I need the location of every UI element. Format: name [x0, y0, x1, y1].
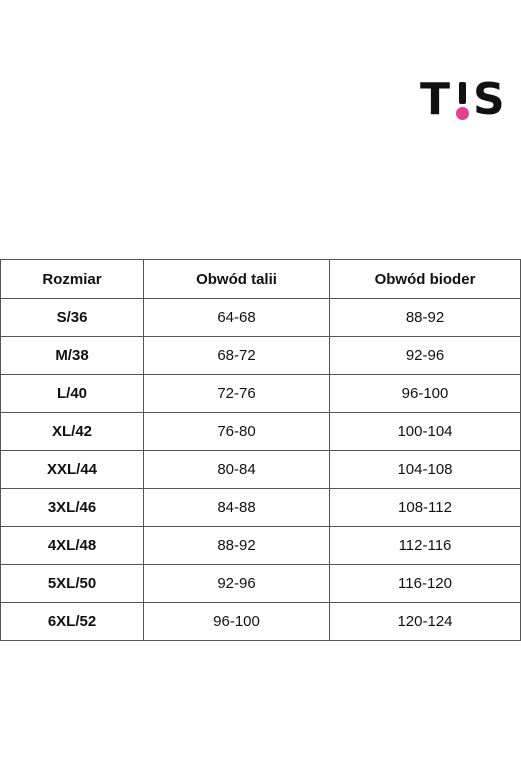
size-cell: L/40 [1, 375, 144, 413]
size-cell: 3XL/46 [1, 489, 144, 527]
logo-exclamation-bar [459, 82, 466, 104]
size-cell: XL/42 [1, 413, 144, 451]
hips-cell: 116-120 [330, 565, 521, 603]
hips-cell: 120-124 [330, 603, 521, 641]
table-row [1, 565, 521, 603]
size-table [0, 259, 521, 641]
hips-cell: 108-112 [330, 489, 521, 527]
header-size: Rozmiar [1, 260, 144, 299]
brand-logo [420, 74, 506, 124]
waist-cell: 68-72 [144, 337, 330, 375]
size-cell: M/38 [1, 337, 144, 375]
waist-cell: 92-96 [144, 565, 330, 603]
waist-cell: 80-84 [144, 451, 330, 489]
table-row [1, 603, 521, 641]
hips-cell: 100-104 [330, 413, 521, 451]
waist-cell: 72-76 [144, 375, 330, 413]
logo-pink-dot [456, 107, 469, 120]
logo-exclamation-icon [454, 80, 470, 118]
table-row [1, 337, 521, 375]
waist-cell: 96-100 [144, 603, 330, 641]
waist-cell: 88-92 [144, 527, 330, 565]
table-row [1, 299, 521, 337]
header-waist: Obwód talii [144, 260, 330, 299]
size-cell: S/36 [1, 299, 144, 337]
hips-cell: 112-116 [330, 527, 521, 565]
header-hips: Obwód bioder [330, 260, 521, 299]
table-header-row [1, 260, 521, 299]
size-cell: 4XL/48 [1, 527, 144, 565]
hips-cell: 92-96 [330, 337, 521, 375]
logo-letter-s: S [473, 73, 506, 125]
waist-cell: 76-80 [144, 413, 330, 451]
hips-cell: 104-108 [330, 451, 521, 489]
table-row [1, 451, 521, 489]
waist-cell: 64-68 [144, 299, 330, 337]
table-row [1, 527, 521, 565]
size-cell: 6XL/52 [1, 603, 144, 641]
size-cell: 5XL/50 [1, 565, 144, 603]
hips-cell: 96-100 [330, 375, 521, 413]
table-row [1, 375, 521, 413]
logo-letter-t: T [420, 73, 452, 125]
waist-cell: 84-88 [144, 489, 330, 527]
size-cell: XXL/44 [1, 451, 144, 489]
table-row [1, 489, 521, 527]
hips-cell: 88-92 [330, 299, 521, 337]
table-row [1, 413, 521, 451]
